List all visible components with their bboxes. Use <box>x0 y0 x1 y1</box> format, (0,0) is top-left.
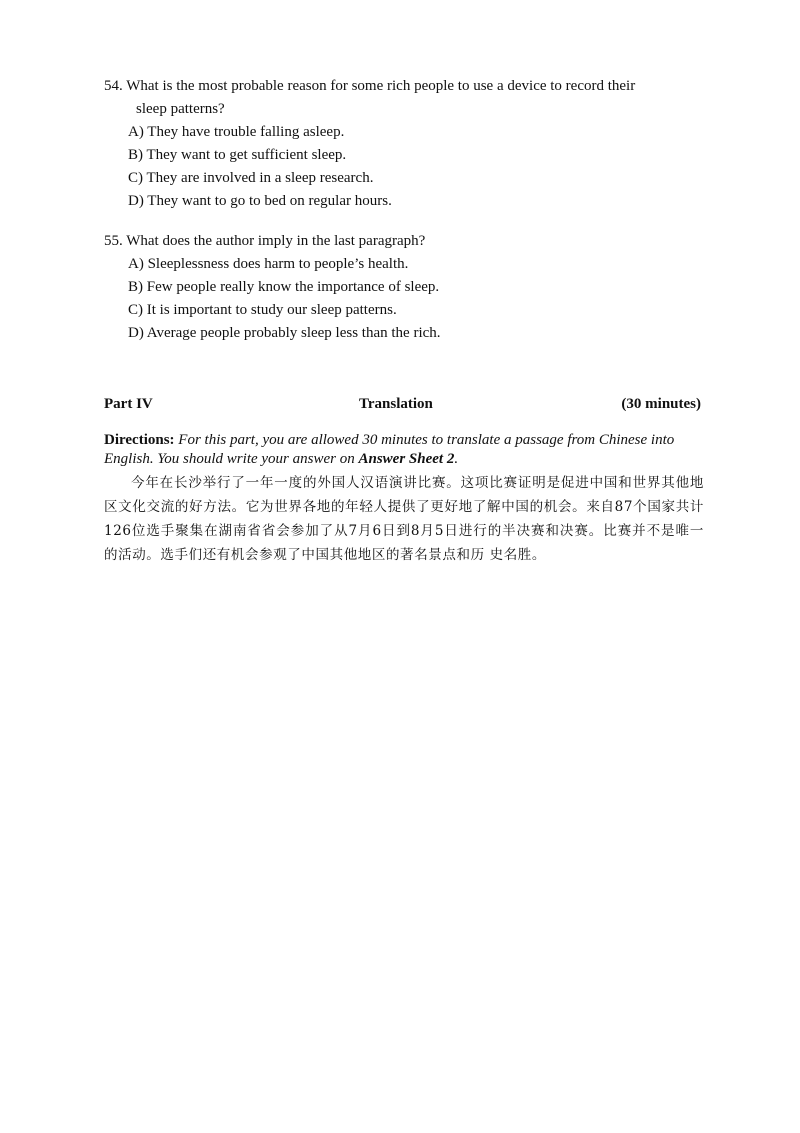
part-time-limit: (30 minutes) <box>621 396 701 412</box>
question-55-stem <box>104 230 704 253</box>
option-d: D) They want to go to bed on regular hours. <box>128 193 392 209</box>
question-55-options <box>104 253 704 345</box>
directions <box>104 431 704 469</box>
question-54-stem <box>104 75 704 121</box>
directions-text: For this part, you are allowed 30 minutes to translate a passage from Chinese into English. You should write your answer on <box>104 432 675 467</box>
question-stem-continuation: sleep patterns? <box>136 101 225 117</box>
option-a: A) They have trouble falling asleep. <box>128 124 345 140</box>
answer-sheet-reference: Answer Sheet 2 <box>358 451 455 467</box>
part-header <box>104 396 701 416</box>
directions-label: Directions: <box>104 432 175 448</box>
directions-period: . <box>454 451 459 467</box>
question-stem-text: What does the author imply in the last paragraph? <box>126 233 426 249</box>
option-a: A) Sleeplessness does harm to people’s health. <box>128 256 409 272</box>
question-number: 55. <box>104 233 123 249</box>
question-stem-text: What is the most probable reason for some rich people to use a device to record their <box>126 78 636 94</box>
part-label: Part IV <box>104 396 153 412</box>
part-title: Translation <box>359 396 433 412</box>
question-54-options <box>104 121 704 213</box>
option-d: D) Average people probably sleep less than the rich. <box>128 325 441 341</box>
option-c: C) It is important to study our sleep patterns. <box>128 302 397 318</box>
option-b: B) They want to get sufficient sleep. <box>128 147 347 163</box>
question-54 <box>104 75 704 213</box>
translation-passage: 今年在长沙举行了一年一度的外国人汉语演讲比赛。这项比赛证明是促进中国和世界其他地区文化交流的好方法。它为世界各地的年轻人提供了更好地了解中国的机会。来自87个国家共计126位选手聚集在湖南省省会参加了从7月6日到8月5日进行的半决赛和决赛。比赛并不是唯一的活动。选手们还有机会参观了中国其他地区的著名景点和历 史名胜。 <box>104 475 704 563</box>
question-55 <box>104 230 704 345</box>
option-b: B) Few people really know the importance of sleep. <box>128 279 440 295</box>
option-c: C) They are involved in a sleep research. <box>128 170 374 186</box>
question-number: 54. <box>104 78 123 94</box>
